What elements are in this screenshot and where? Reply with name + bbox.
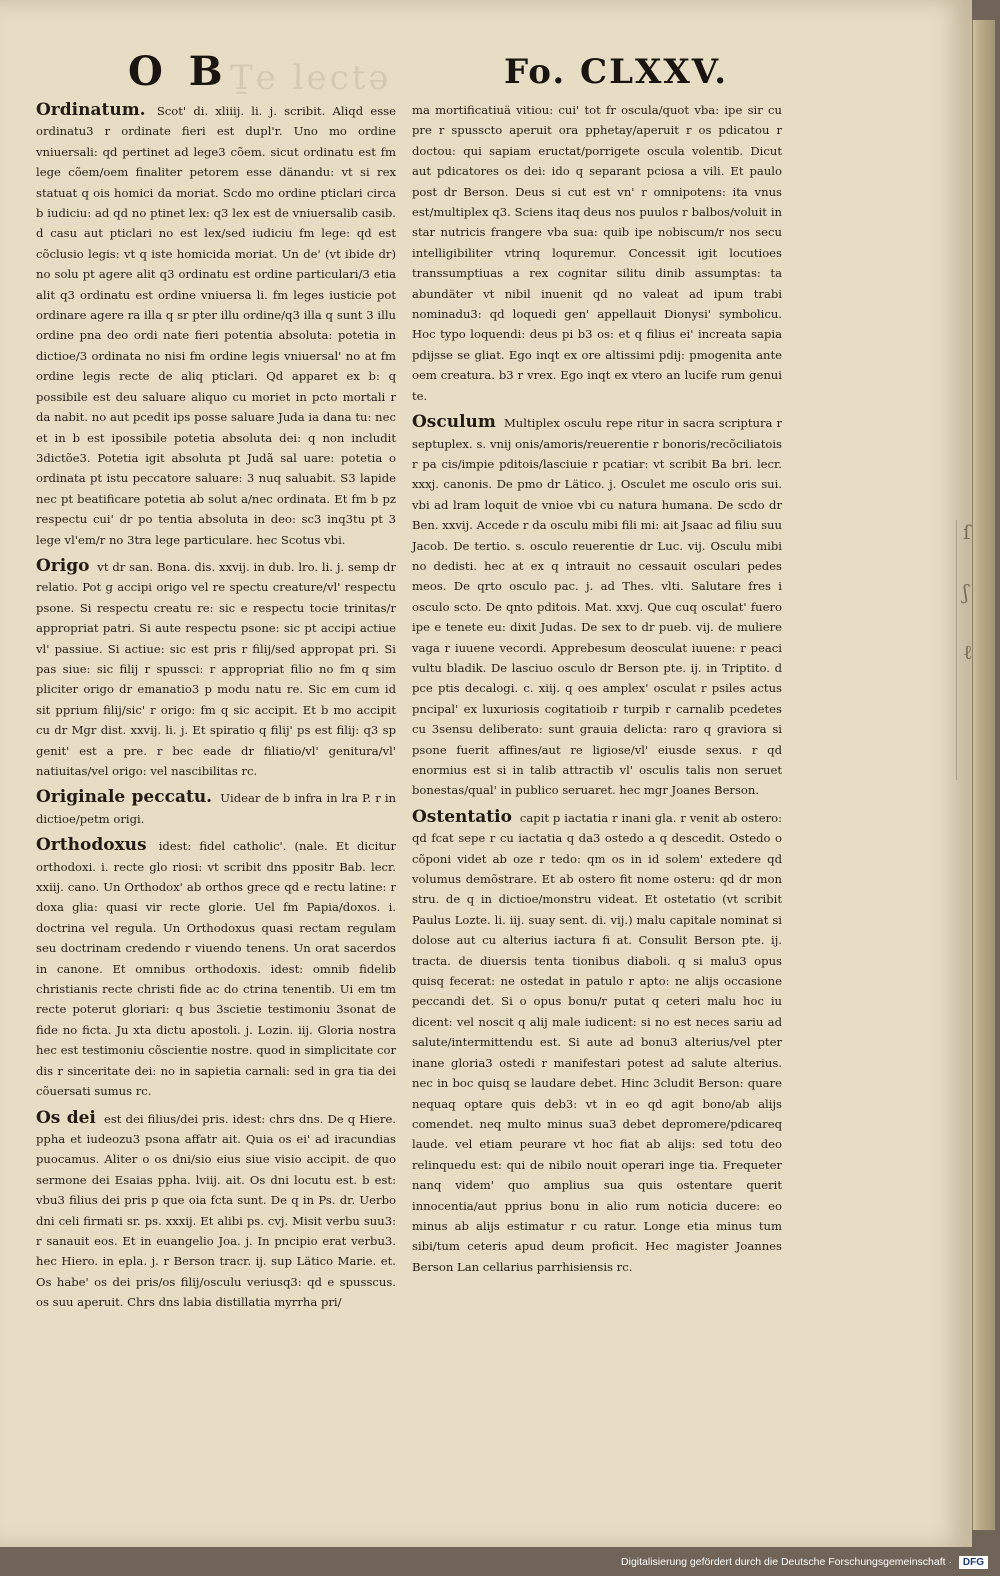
folio-number: Fo. CLXXV. (504, 52, 729, 92)
entry-ostentatio (412, 807, 782, 1277)
entry-headword: Originale peccatu. (36, 787, 213, 808)
entry-text: Multiplex osculu repe ritur in sacra scriptura r septuplex. s. vnij onis/amoris/reuerentie r bonoris/recõciliatois r pa cis/impie pditois/lasciuie r pcatiar: vt scribit Ba bri. lecr. xxxj. canonis. De pmo dr Lätico. j. Osculet me osculo oris sui. vbi ad lram loquit de vnioe vbi cu natura humana. De scdo dr Ben. xxvij. Accede r da osculu mibi fili mi: ait Jsaac ad filiu suu Jacob. De tertio. s. osculo reuerentie dr Luc. vij. Osculu mibi no dedisti. hec at ex q intrauit no cessauit osculari pedes meos. De qrto osculo pac. j. ad Thes. vlti. Salutare fres i osculo scto. De qnto pditois. Mat. xxvj. Que cuq osculat' fuero ipe e tenete eu: dixit Judas. De sex to dr pueb. vij. de muliere vaga r iuuene vecordi. Apprebesum deosculat iuuene: r peaci vultu bladik. De lasciuo osculo dr Berson pte. ij. in Triptito. d pce ptis decalogi. c. xiij. q oes amplex' osculat r psiles actus pncipal' ex luxuriosis cogitatioib r turpib r carnalib pcedetes cu 3sensu deliberato: sunt grauia delicta: raro q graviora si psone fuerit affines/aut re ligiose/vl' eiusde sexus. r qd enormius est si in talib attractib vl' osculis talis non seruet bonestas/qual' in publico seruaret. hec mgr Joanes Berson. (412, 416, 782, 798)
left-column (36, 100, 396, 1319)
entry-headword: Orthodoxus (36, 835, 147, 856)
entry-text: est dei filius/dei pris. idest: chrs dns. De q Hiere. ppha et iudeozu3 psona affatr ait. Quia os ei' ad iracundias puocamus. Aliter o os dni/sio eius siue visio accipit. de quo sermone dei Esaias ppha. lviij. ait. Os dni locutu est. b est: vbu3 filius dei pris p que oia fcta sunt. De q in Ps. dr. Uerbo dni celi firmati sr. ps. xxxij. Et alibi ps. cvj. Misit verbu suu3: r sanauit eos. Et in euangelio Joa. j. In pncipio erat verbu3. hec Hiero. in epla. j. r Berson tracr. ij. sup Lätico Marie. et. Os habe' os dei pris/os filij/osculu veriusq3: qd e spusscus. os suu aperuit. Chrs dns labia distillatia myrrha pri/ (36, 1111, 396, 1310)
running-header-letters: O B (128, 48, 229, 95)
entry-orthodoxus (36, 835, 396, 1101)
margin-mark: ſ (963, 520, 971, 544)
entry-origo (36, 556, 396, 781)
margin-mark: ℓ (963, 640, 973, 664)
footer-credit (621, 1556, 988, 1569)
entry-osculum (412, 412, 782, 801)
footer-text: Digitalisierung gefördert durch die Deutsche Forschungsgemeinschaft · (621, 1556, 952, 1568)
show-through-text: Ṯe lectǝ (230, 58, 392, 98)
entry-headword: Os dei (36, 1107, 96, 1128)
margin-mark: ʃ (963, 580, 969, 604)
entry-originale-peccatum (36, 787, 396, 829)
right-column (412, 100, 782, 1283)
entry-continuation (412, 100, 782, 406)
entry-text: ma mortificatiuä vitiou: cui' tot fr oscula/quot vba: ipe sir cu pre r spusscto aperuit ora pphetay/aperuit r os pdicatou r doctou: qui sapiam eructat/porrigete oscula volentib. Dicut aut pdicatores os dei: ido q separant pciosa a vili. Et paulo post dr Berson. Deus si cut est vn' r omnipotens: ita vnus est/multiplex q3. Sciens itaq deus nos puulos r balbos/voluit in star nutricis frangere vba sua: quib ipe nobiscum/r nos secu intelligibiliter vtrinq loquremur. Concessit igit locutioes transsumptiuas a rex cognitar silitu dinib assumptas: ta abundäter vt nibil inuenit qd no valeat ad ipum trabi nominadu3: qd loquedi gen' appellauit Dionysi' symbolicu. Hoc typo loquendi: deus pi b3 os: et q filius ei' increata sapia pdijsse se gliat. Ego inqt ex ore altissimi pdij: pmogenita ante oem creatura. b3 r vrex. Ego inqt ex vtero an lucife rum genui te. (412, 103, 782, 403)
entry-text: vt dr san. Bona. dis. xxvij. in dub. lro. li. j. semp dr relatio. Pot g accipi origo vel re spectu creature/vl' respectu psone. Si respectu creatu re: sic e respectu tocie trinitas/r appropriat patri. Si aute respectu psone: sic pt accipi actiue vl' passiue. Si actiue: sic est pris r filij/sed appropat pri. Si pas siue: sic filij r spussci: r appropriat filio no fm q sim pliciter origo dr emanatio3 p modu natu re. Sic em cum id sit pprium filij/sic' r origo: fm q sic accipit. Et b mo accipit cu dr Mgr dist. xxvij. li. j. Et spiratio q filij' ps est filij: q3 sp genit' est a pre. r bec eade dr filiatio/vl' genitura/vl' natiuitas/vel origo: vel nascibilitas rc. (36, 559, 396, 778)
entry-text: Scot' di. xliiij. li. j. scribit. Aliqd esse ordinatu3 r ordinate fieri est dupl'r. Uno mo ordine vniuersali: qd pertinet ad lege3 cõem. sicut ordinatu est fm lege cõem/oem finaliter petorem esse dänandu: vt si rex statuat q ois homici da moriat. Scdo mo ordine pticlari circa b iudiciu: ad qd no ptinet lex: q3 lex est de vniuersalib casib. d casu aut pticlari no est lex/sed iudiciu fm lege: qd est cõclusio legis: vt q iste homicida moriat. Un de' (vt ibide dr) no solu pt agere alit q3 ordinatu est ordine particulari/3 etia alit q3 ordinatu est ordine vniuersa li. fm leges iusticie pot ordinare agere ra illa q sr pter illu ordine/q3 illa q sunt 3 illu ordine pna deo ordi nate fieri potentia absoluta: potetia in dictioe/3 ordinata no nisi fm ordine legis vniuersal' no at fm ordine legis recte de aliq pticlari. Qd apparet ex b: q possibile est deu saluare aliquo cu moriet in pcto mortali r da nabit. no aut pcedit ips posse saluare Juda ia dana tu: nec et in b est ipossibile potetia absoluta dei: q non includit 3dictõe3. Potetia igit absoluta pt Judã sal uare: potetia o ordinata pt istu peccatore saluare: 3 nuq saluabit. S3 lapide nec pt beatificare potetia ab solut a/nec ordinata. Et fm b pz respectu cui' dr po tentia absoluta in deo: sc3 inq3tu pt 3 lege vl'em/r no 3tra lege particulare. hec Scotus vbi. (36, 104, 396, 547)
entry-os-dei (36, 1108, 396, 1313)
entry-headword: Osculum (412, 412, 496, 433)
entry-headword: Ostentatio (412, 806, 512, 827)
entry-text: idest: fidel catholic'. (nale. Et dicitur orthodoxi. i. recte glo riosi: vt scribit dns ppositr Bab. lecr. xxiij. cano. Un Orthodox' ab orthos grece qd e rectu latine: r doxa glia: quasi vir recte glorie. Uel fm Papia/doxos. i. doctrina vel regula. Un Orthodoxus quasi rectam regulam seu doctrinam credendo r viuendo tenens. Un orat sacerdos in canone. Et omnibus orthodoxis. idest: omnib fidelib christianis recte christi fide ac do ctrina tenentib. Ui em tm recte poterut gloriari: q bus 3scietie testimoniu 3sonat de fide no ficta. Ju xta dictu apostoli. j. Lozin. iij. Gloria nostra hec est testimoniu cõscientie nostre. quod in simplicitate cor dis r sinceritate dei: no in sapietia carnali: sed in gra tia dei cõuersati sumus rc. (36, 839, 397, 1099)
entry-ordinatum (36, 100, 396, 550)
dfg-logo: DFG (959, 1556, 988, 1569)
entry-headword: Origo (36, 555, 90, 576)
entry-text: Uidear de b infra in lra P. r in dictioe/petm origi. (36, 791, 397, 826)
margin-annotation (956, 520, 991, 780)
entry-headword: Ordinatum. (36, 100, 146, 120)
entry-text: capit p iactatia r inani gla. r venit ab ostero: qd fcat sepe r cu iactatia q da3 ostedo a q descedit. Ostedo o cõponi videt ab oze r tedo: qm os in id solem' extedere qd volumus demõstrare. Et ab ostero fit nome osteru: qd dr mon stru. de q in dictioe/monstru videat. Et ostetatio (vt scribit Paulus Lozte. li. iij. suay sent. di. vij.) malu capitale nominat si dolose aut cu alterius iactura fi at. Consulit Berson pte. ij. tracta. de diuersis tenta tionibus diaboli. q si malu3 opus quisq fecerat: ne ostedat in patulo r apto: ne alijs occasione peccandi det. Si o opus bonu/r putat q ceteri malu hoc iu dicent: vel noscit q alij male iudicent: si no est neces sariu ad salute/intermittendu est. Si aute ad bonu3 alterius/vel pter inane gloria3 ostedi r manifestari potest ad salute alterius. nec in boc quisq se laudare debet. Hinc 3cludit Berson: quare nequaq optare quis deb3: vt in eo qd agit bono/ab alijs comendet. neq multo minus sua3 debet depromere/pdicareq laude. vel etiam peurare vt hoc fiat ab alijs: sed totu deo relinquedu est: qui de nibilo nouit operari inge tia. Frequeter nanq videm' quo amplius sua quis ostentare querit innocentia/aut pprius bonu in alio rum noticia ducere: eo minus ab alijs estimatur r cu ratur. Longe etia minus tum sibi/tum ceteris apud deum proficit. Hec magister Joannes Berson Lan cellarius parrhisiensis rc. (412, 810, 783, 1274)
